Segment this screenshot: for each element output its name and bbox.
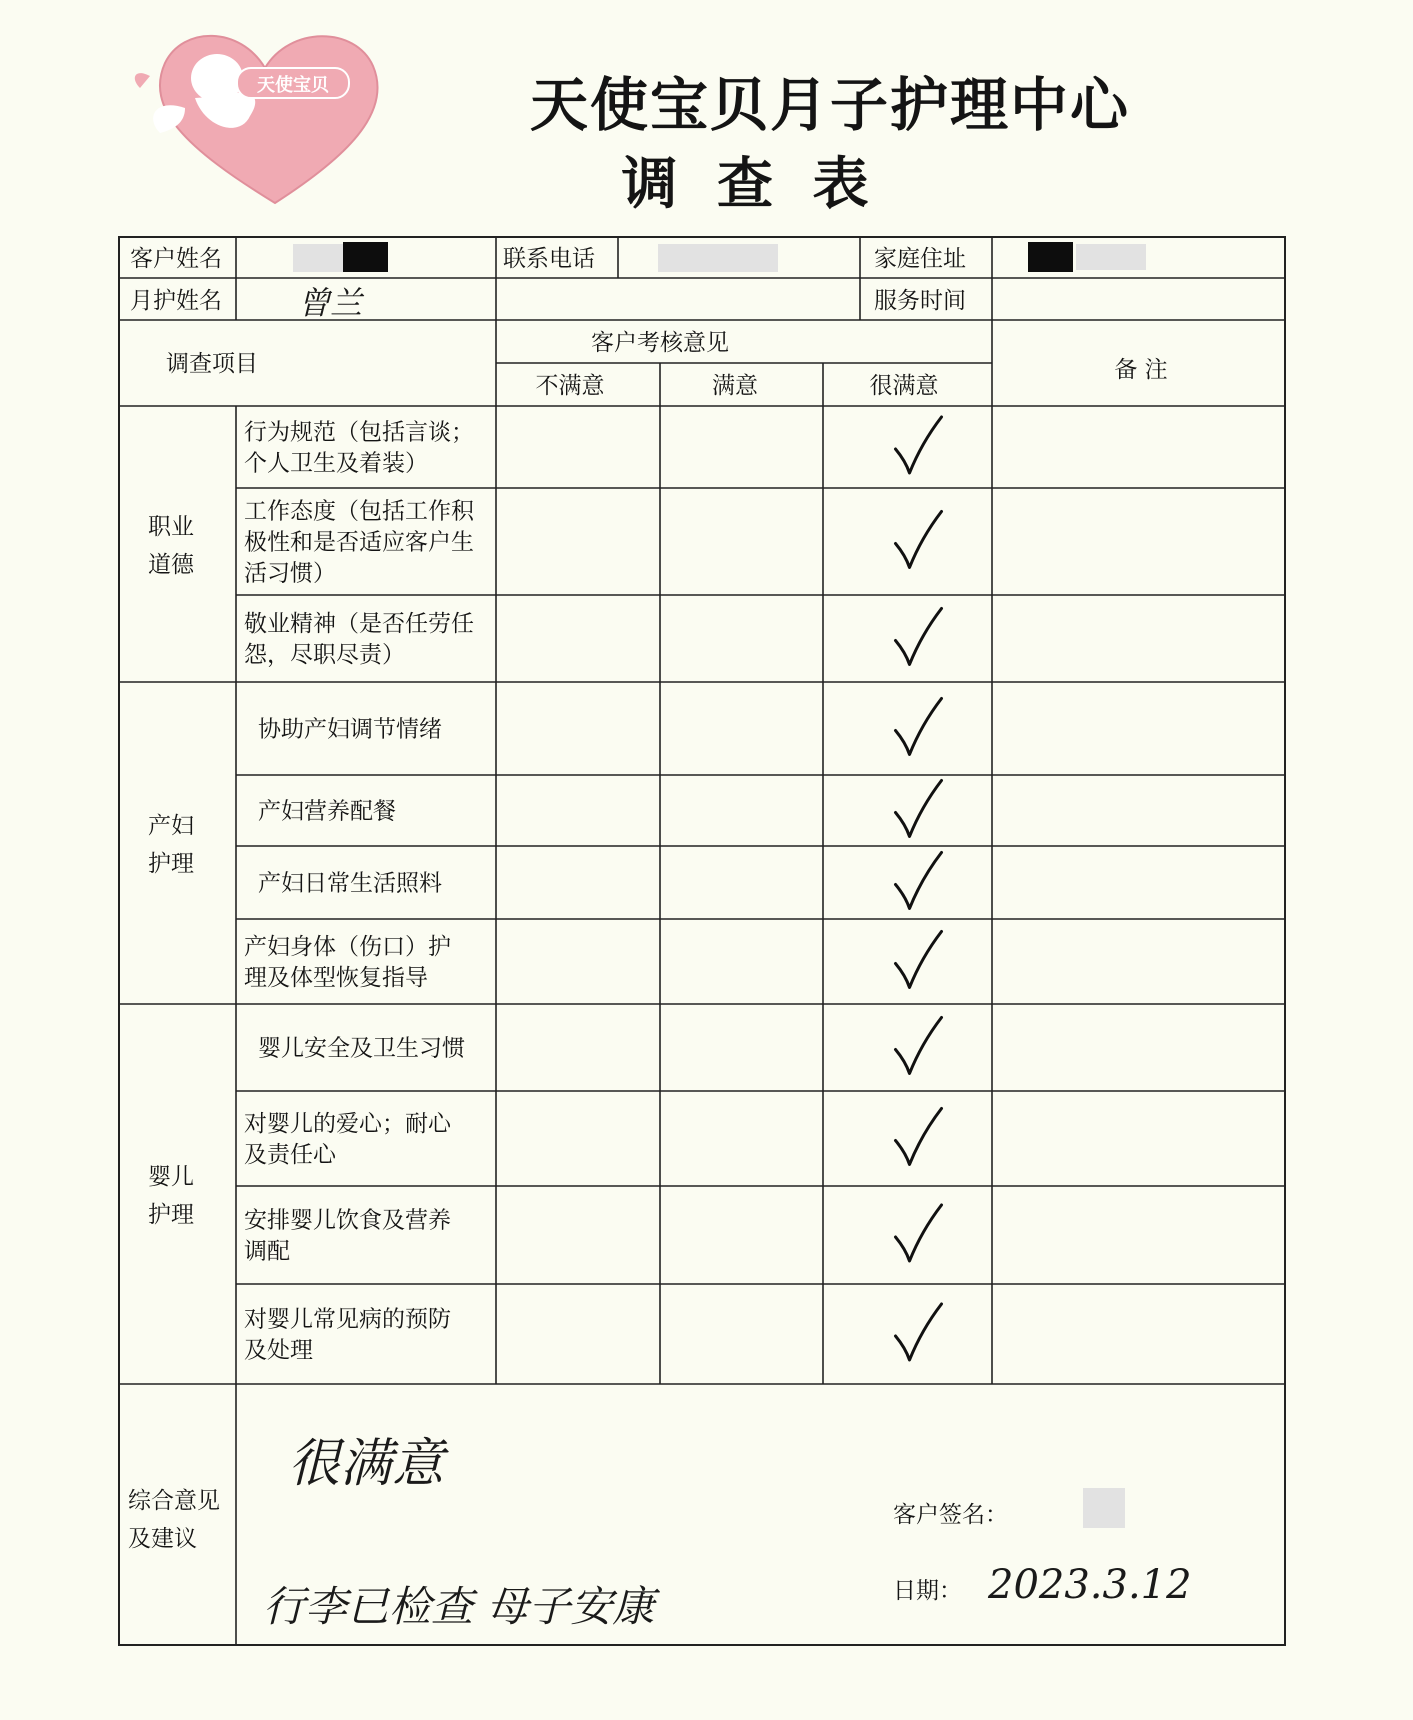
customer-name-label: 客户姓名: [130, 246, 222, 272]
summary-label-line1: 综合意见: [128, 1488, 220, 1514]
service-time-label: 服务时间: [874, 288, 966, 314]
check-mark-icon: [896, 609, 942, 665]
summary-label-line2: 及建议: [128, 1526, 197, 1552]
check-mark-icon: [896, 781, 942, 837]
page-title: 天使宝贝月子护理中心: [529, 71, 1130, 139]
rating-col-very-satisfied: 很满意: [869, 373, 939, 399]
phone-redaction: [658, 244, 778, 272]
survey-item-text: 怨，尽职尽责）: [244, 642, 405, 668]
check-mark-icon: [896, 1304, 942, 1360]
check-mark-icon: [896, 1018, 942, 1074]
item-header: 调查项目: [166, 351, 258, 377]
survey-item-text: 产妇身体（伤口）护: [244, 934, 451, 960]
survey-item-text: 行为规范（包括言谈；: [244, 419, 474, 446]
survey-item-text: 敬业精神（是否任劳任: [244, 611, 474, 637]
date-value: 2023.3.12: [988, 1562, 1192, 1608]
check-mark-icon: [896, 1109, 942, 1165]
signature-label: 客户签名：: [893, 1502, 1008, 1528]
summary-note: 行李已检查 母子安康: [263, 1582, 655, 1631]
group-label: 护理: [148, 851, 194, 877]
survey-item-text: 调配: [244, 1238, 290, 1265]
opinion-header: 客户考核意见: [591, 330, 729, 356]
survey-item-text: 活习惯）: [244, 560, 336, 587]
summary-comment: 很满意: [288, 1434, 445, 1494]
group-label: 婴儿: [148, 1164, 194, 1190]
logo-text: 天使宝贝: [257, 75, 329, 96]
check-mark-icon: [896, 699, 942, 755]
address-redaction: [1028, 242, 1073, 272]
survey-item-text: 婴儿安全及卫生习惯: [258, 1035, 465, 1062]
survey-item-text: 极性和是否适应客户生: [244, 529, 474, 556]
survey-item-text: 产妇营养配餐: [258, 798, 396, 825]
survey-table: [118, 236, 1286, 1646]
check-mark-icon: [896, 1205, 942, 1261]
customer-name-redaction-black: [343, 242, 388, 272]
date-label: 日期：: [893, 1578, 962, 1604]
survey-item-text: 工作态度（包括工作积: [244, 498, 474, 525]
survey-item-text: 及责任心: [244, 1142, 336, 1168]
survey-item-text: 对婴儿常见病的预防: [244, 1306, 451, 1333]
signature-redaction: [1083, 1488, 1125, 1528]
survey-item-text: 协助产妇调节情绪: [258, 716, 442, 743]
group-label: 护理: [148, 1202, 194, 1228]
survey-item-text: 及处理: [244, 1337, 313, 1364]
check-mark-icon: [896, 417, 942, 473]
survey-item-text: 安排婴儿饮食及营养: [244, 1207, 451, 1234]
address-redaction-blank: [1076, 244, 1146, 270]
check-mark-icon: [896, 853, 942, 909]
group-label: 产妇: [148, 813, 194, 839]
survey-item-text: 产妇日常生活照料: [258, 870, 442, 897]
rating-col-satisfied: 满意: [712, 373, 758, 399]
survey-item-text: 个人卫生及着装）: [244, 450, 428, 477]
page-subtitle: 调 查 表: [621, 151, 879, 217]
remark-header: 备 注: [1114, 357, 1168, 383]
survey-item-text: 理及体型恢复指导: [244, 965, 428, 991]
survey-item-text: 对婴儿的爱心；耐心: [244, 1111, 451, 1137]
group-label: 道德: [148, 552, 194, 578]
check-mark-icon: [896, 932, 942, 988]
phone-label: 联系电话: [503, 246, 595, 272]
group-label: 职业: [148, 514, 194, 540]
customer-name-redaction: [293, 244, 348, 272]
rating-col-unsatisfied: 不满意: [535, 373, 605, 399]
address-label: 家庭住址: [874, 246, 966, 272]
nurse-name-value: 曾兰: [298, 284, 363, 322]
check-mark-icon: [896, 512, 942, 568]
nurse-name-label: 月护姓名: [130, 288, 222, 314]
